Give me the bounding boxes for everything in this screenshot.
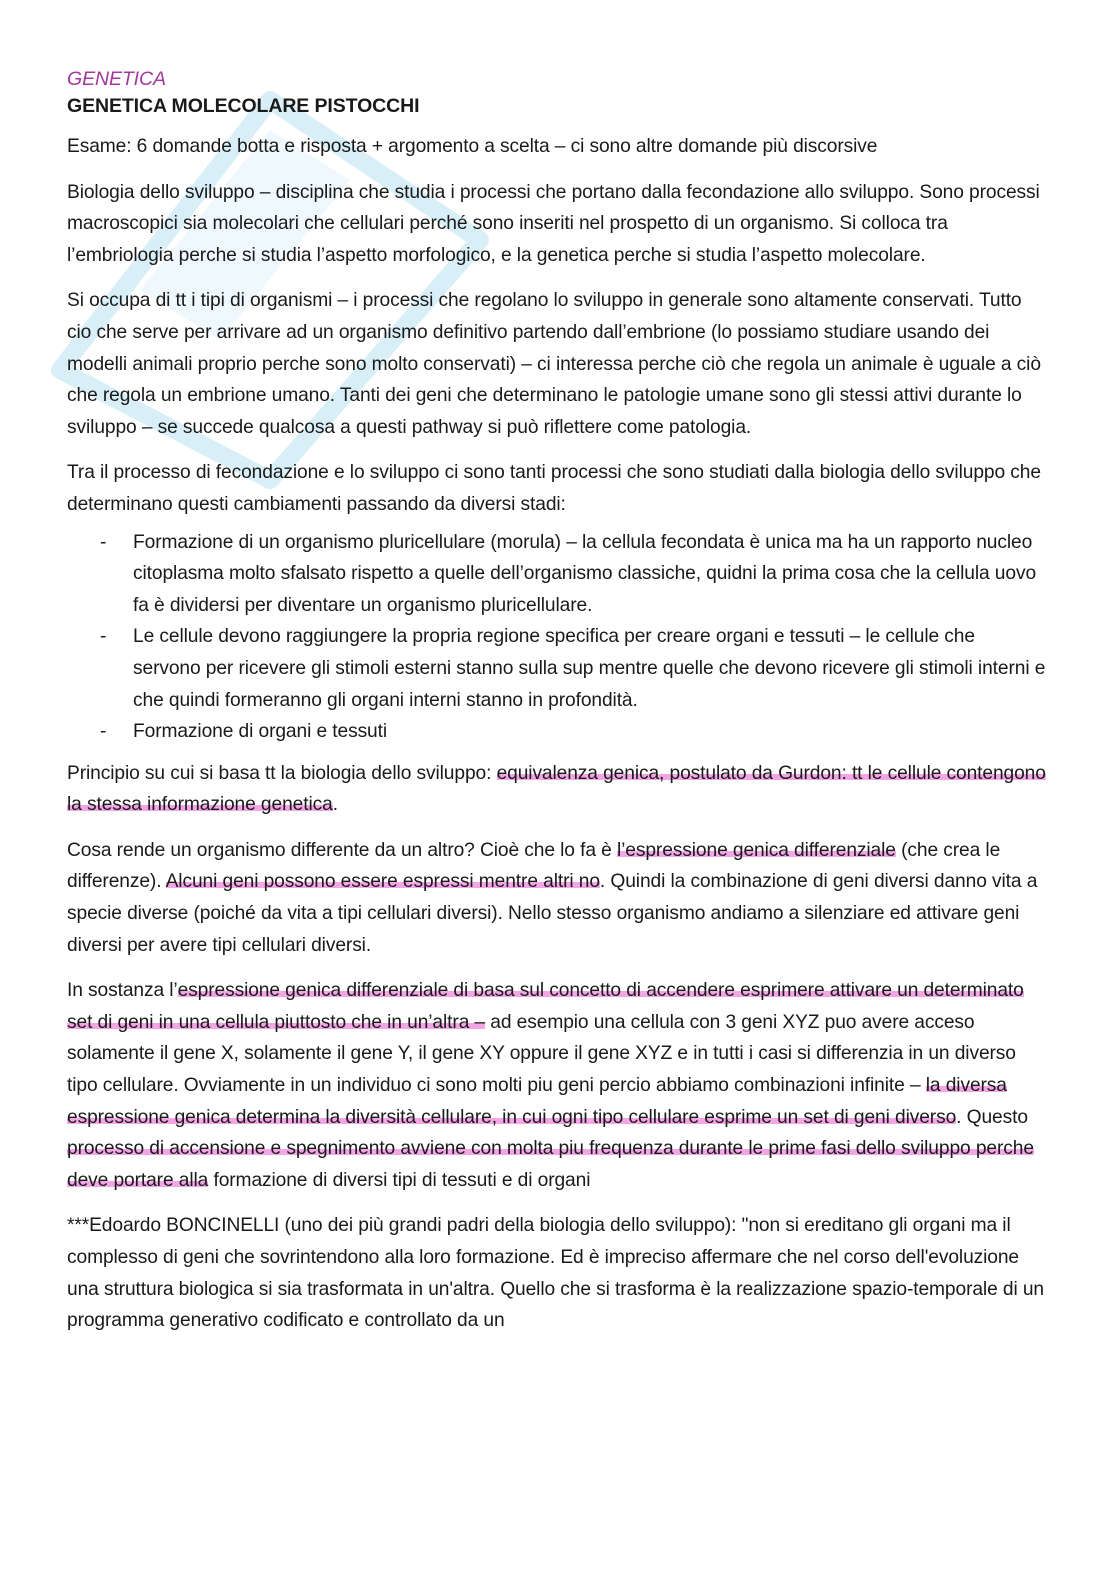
p6-text-c: . Questo: [956, 1106, 1028, 1128]
paragraph-7-quote: ***Edoardo BONCINELLI (uno dei più grandi padri della biologia dello sviluppo): "non si ereditano gli organi ma il complesso di geni che sovrintendono alla loro formazione. Ed è impreciso affermare che nel corso dell'evoluzione una struttura biologica si sia trasformata in un'altra. Quello che si trasforma è la realizzazione spazio-temporale di un programma generativo codificato e controllato da un: [67, 1215, 1045, 1332]
list-item-text: Formazione di un organismo pluricellulare (morula) – la cellula fecondata è unica ma ha un rapporto nucleo citoplasma molto sfalsato rispetto a quelle dell’organismo classiche, quidni la prima cosa che la cellula uovo fa è dividersi per diventare un organismo pluricellulare.: [133, 531, 1037, 616]
p5-highlight-1: l’espressione genica differenziale: [616, 839, 896, 861]
list-item: [67, 621, 1047, 716]
p5-text-a: Cosa rende un organismo differente da un altro? Cioè che lo fa è: [67, 839, 617, 861]
list-item-text: Le cellule devono raggiungere la propria regione specifica per creare organi e tessuti – le cellule che servono per ricevere gli stimoli esterni stanno sulla sup mentre quelle che devono ricevere gli stimoli interni e che quindi formeranno gli organi interni stanno in profondità.: [133, 626, 1046, 711]
p6-text-d: formazione di diversi tipi di tessuti e di organi: [208, 1169, 591, 1191]
document-title: GENETICA MOLECOLARE PISTOCCHI: [67, 95, 420, 117]
paragraph-3: Tra il processo di fecondazione e lo sviluppo ci sono tanti processi che sono studiati dalla biologia dello sviluppo che determinano questi cambiamenti passando da diversi stadi:: [67, 462, 1041, 515]
p5-highlight-2: Alcuni geni possono essere espressi mentre altri no: [165, 871, 600, 893]
p4-text-b: .: [332, 794, 338, 816]
p6-text-b: ad esempio una cellula con 3 geni XYZ puo avere acceso solamente il gene X, solamente il gene Y, il gene XY oppure il gene XYZ e in tutti i casi si differenzia in un diverso tipo cellulare. Ovviamente in un individuo ci sono molti piu geni percio abbiamo combinazioni infinite –: [67, 1011, 1016, 1097]
exam-line: Esame: 6 domande botta e risposta + argomento a scelta – ci sono altre domande più discorsive: [67, 136, 878, 157]
document-body: [67, 66, 1047, 1351]
list-bullet: -: [100, 626, 107, 648]
list-bullet: -: [100, 721, 107, 743]
subject-label: GENETICA: [67, 68, 166, 90]
p6-highlight-3: processo di accensione e spegnimento avviene con molta piu frequenza durante le prime fasi dello sviluppo perche deve portare alla: [67, 1138, 1034, 1191]
p5-text-b: (che crea le differenze).: [67, 839, 1001, 893]
list-item-text: Formazione di organi e tessuti: [133, 721, 388, 743]
stages-list: [67, 527, 1047, 748]
list-bullet: -: [100, 531, 107, 553]
p6-highlight-2: la diversa espressione genica determina la diversità cellulare, in cui ogni tipo cellulare esprime un set di geni diverso: [67, 1075, 1007, 1128]
paragraph-4: [67, 758, 1047, 821]
p6-text-a: In sostanza l’: [67, 980, 178, 1002]
list-item: [67, 716, 1047, 748]
p4-highlight: equivalenza genica, postulato da Gurdon: tt le cellule contengono la stessa informazione genetica: [67, 762, 1046, 816]
paragraph-6: [67, 975, 1047, 1196]
paragraph-2: Si occupa di tt i tipi di organismi – i processi che regolano lo sviluppo in generale sono altamente conservati. Tutto cio che serve per arrivare ad un organismo definitivo partendo dall’embrione (lo possiamo studiare usando dei modelli animali proprio perche sono molto conservati) – ci interessa perche ciò che regola un animale è uguale a ciò che regola un embrione umano. Tanti dei geni che determinano le patologie umane sono gli stessi attivi durante lo sviluppo – se succede qualcosa a questi pathway si può riflettere come patologia.: [67, 290, 1041, 438]
paragraph-1: Biologia dello sviluppo – disciplina che studia i processi che portano dalla fecondazione allo sviluppo. Sono processi macroscopici sia molecolari che cellulari perché sono inseriti nel prospetto di un organismo. Si colloca tra l’embriologia perche si studia l’aspetto morfologico, e la genetica perche si studia l’aspetto molecolare.: [67, 181, 1040, 266]
p4-text-a: Principio su cui si basa tt la biologia dello sviluppo:: [67, 762, 497, 784]
p6-highlight-1: espressione genica differenziale di basa sul concetto di accendere esprimere attivare un determinato set di geni in una cellula piuttosto che in un’altra –: [67, 980, 1024, 1033]
paragraph-5: [67, 835, 1047, 961]
p5-text-c: . Quindi la combinazione di geni diversi danno vita a specie diverse (poiché da vita a tipi cellulari diversi). Nello stesso organismo andiamo a silenziare ed attivare geni diversi per avere tipi cellulari diversi.: [67, 871, 1038, 956]
list-item: [67, 527, 1047, 622]
